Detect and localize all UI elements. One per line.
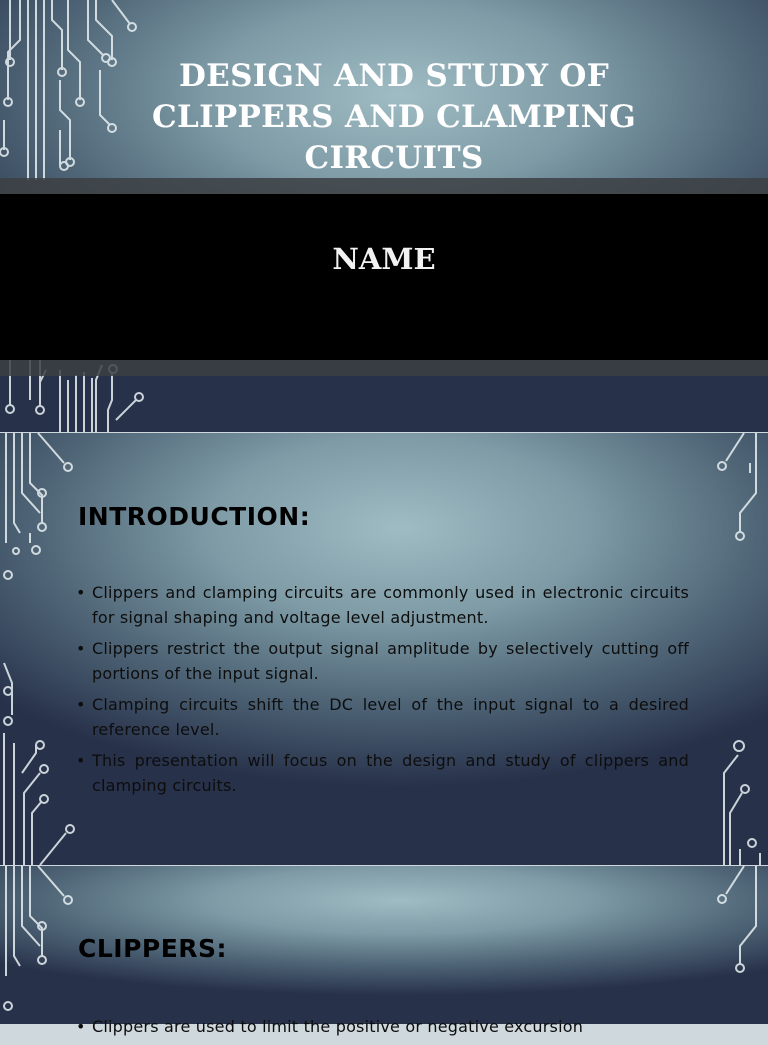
bullet-text: Clippers and clamping circuits are commonly used in electronic circuits for signal shaping and voltage level adjustment. (92, 583, 689, 627)
bullet-marker: • (76, 695, 86, 714)
band-bottom-edge (0, 360, 768, 376)
list-item (76, 580, 689, 630)
name-band (0, 194, 768, 360)
bullet-text: Clamping circuits shift the DC level of the input signal to a desired reference level. (92, 695, 689, 739)
clippers-slide (0, 866, 768, 1036)
bullet-text: Clippers are used to limit the positive or negative excursion (92, 1017, 584, 1036)
bullet-marker: • (76, 751, 86, 770)
bullet-marker: • (76, 583, 86, 602)
slide-title: DESIGN AND STUDY OF CLIPPERS AND CLAMPING CIRCUITS (152, 58, 636, 176)
bullet-list (76, 1014, 689, 1045)
bullet-text: Clippers restrict the output signal amplitude by selectively cutting off portions of the input signal. (92, 639, 689, 683)
introduction-slide (0, 433, 768, 865)
bullet-marker: • (76, 1017, 86, 1036)
title-slide (0, 0, 768, 432)
slide-heading: CLIPPERS: (78, 934, 228, 963)
bullet-marker: • (76, 639, 86, 658)
list-item (76, 1014, 689, 1039)
list-item (76, 748, 689, 798)
author-name: NAME (332, 242, 436, 276)
bullet-text: This presentation will focus on the design and study of clippers and clamping circuits. (92, 751, 689, 795)
bullet-list (76, 580, 689, 804)
slide-heading: INTRODUCTION: (78, 502, 311, 531)
list-item (76, 636, 689, 686)
band-top-edge (0, 178, 768, 194)
list-item (76, 692, 689, 742)
